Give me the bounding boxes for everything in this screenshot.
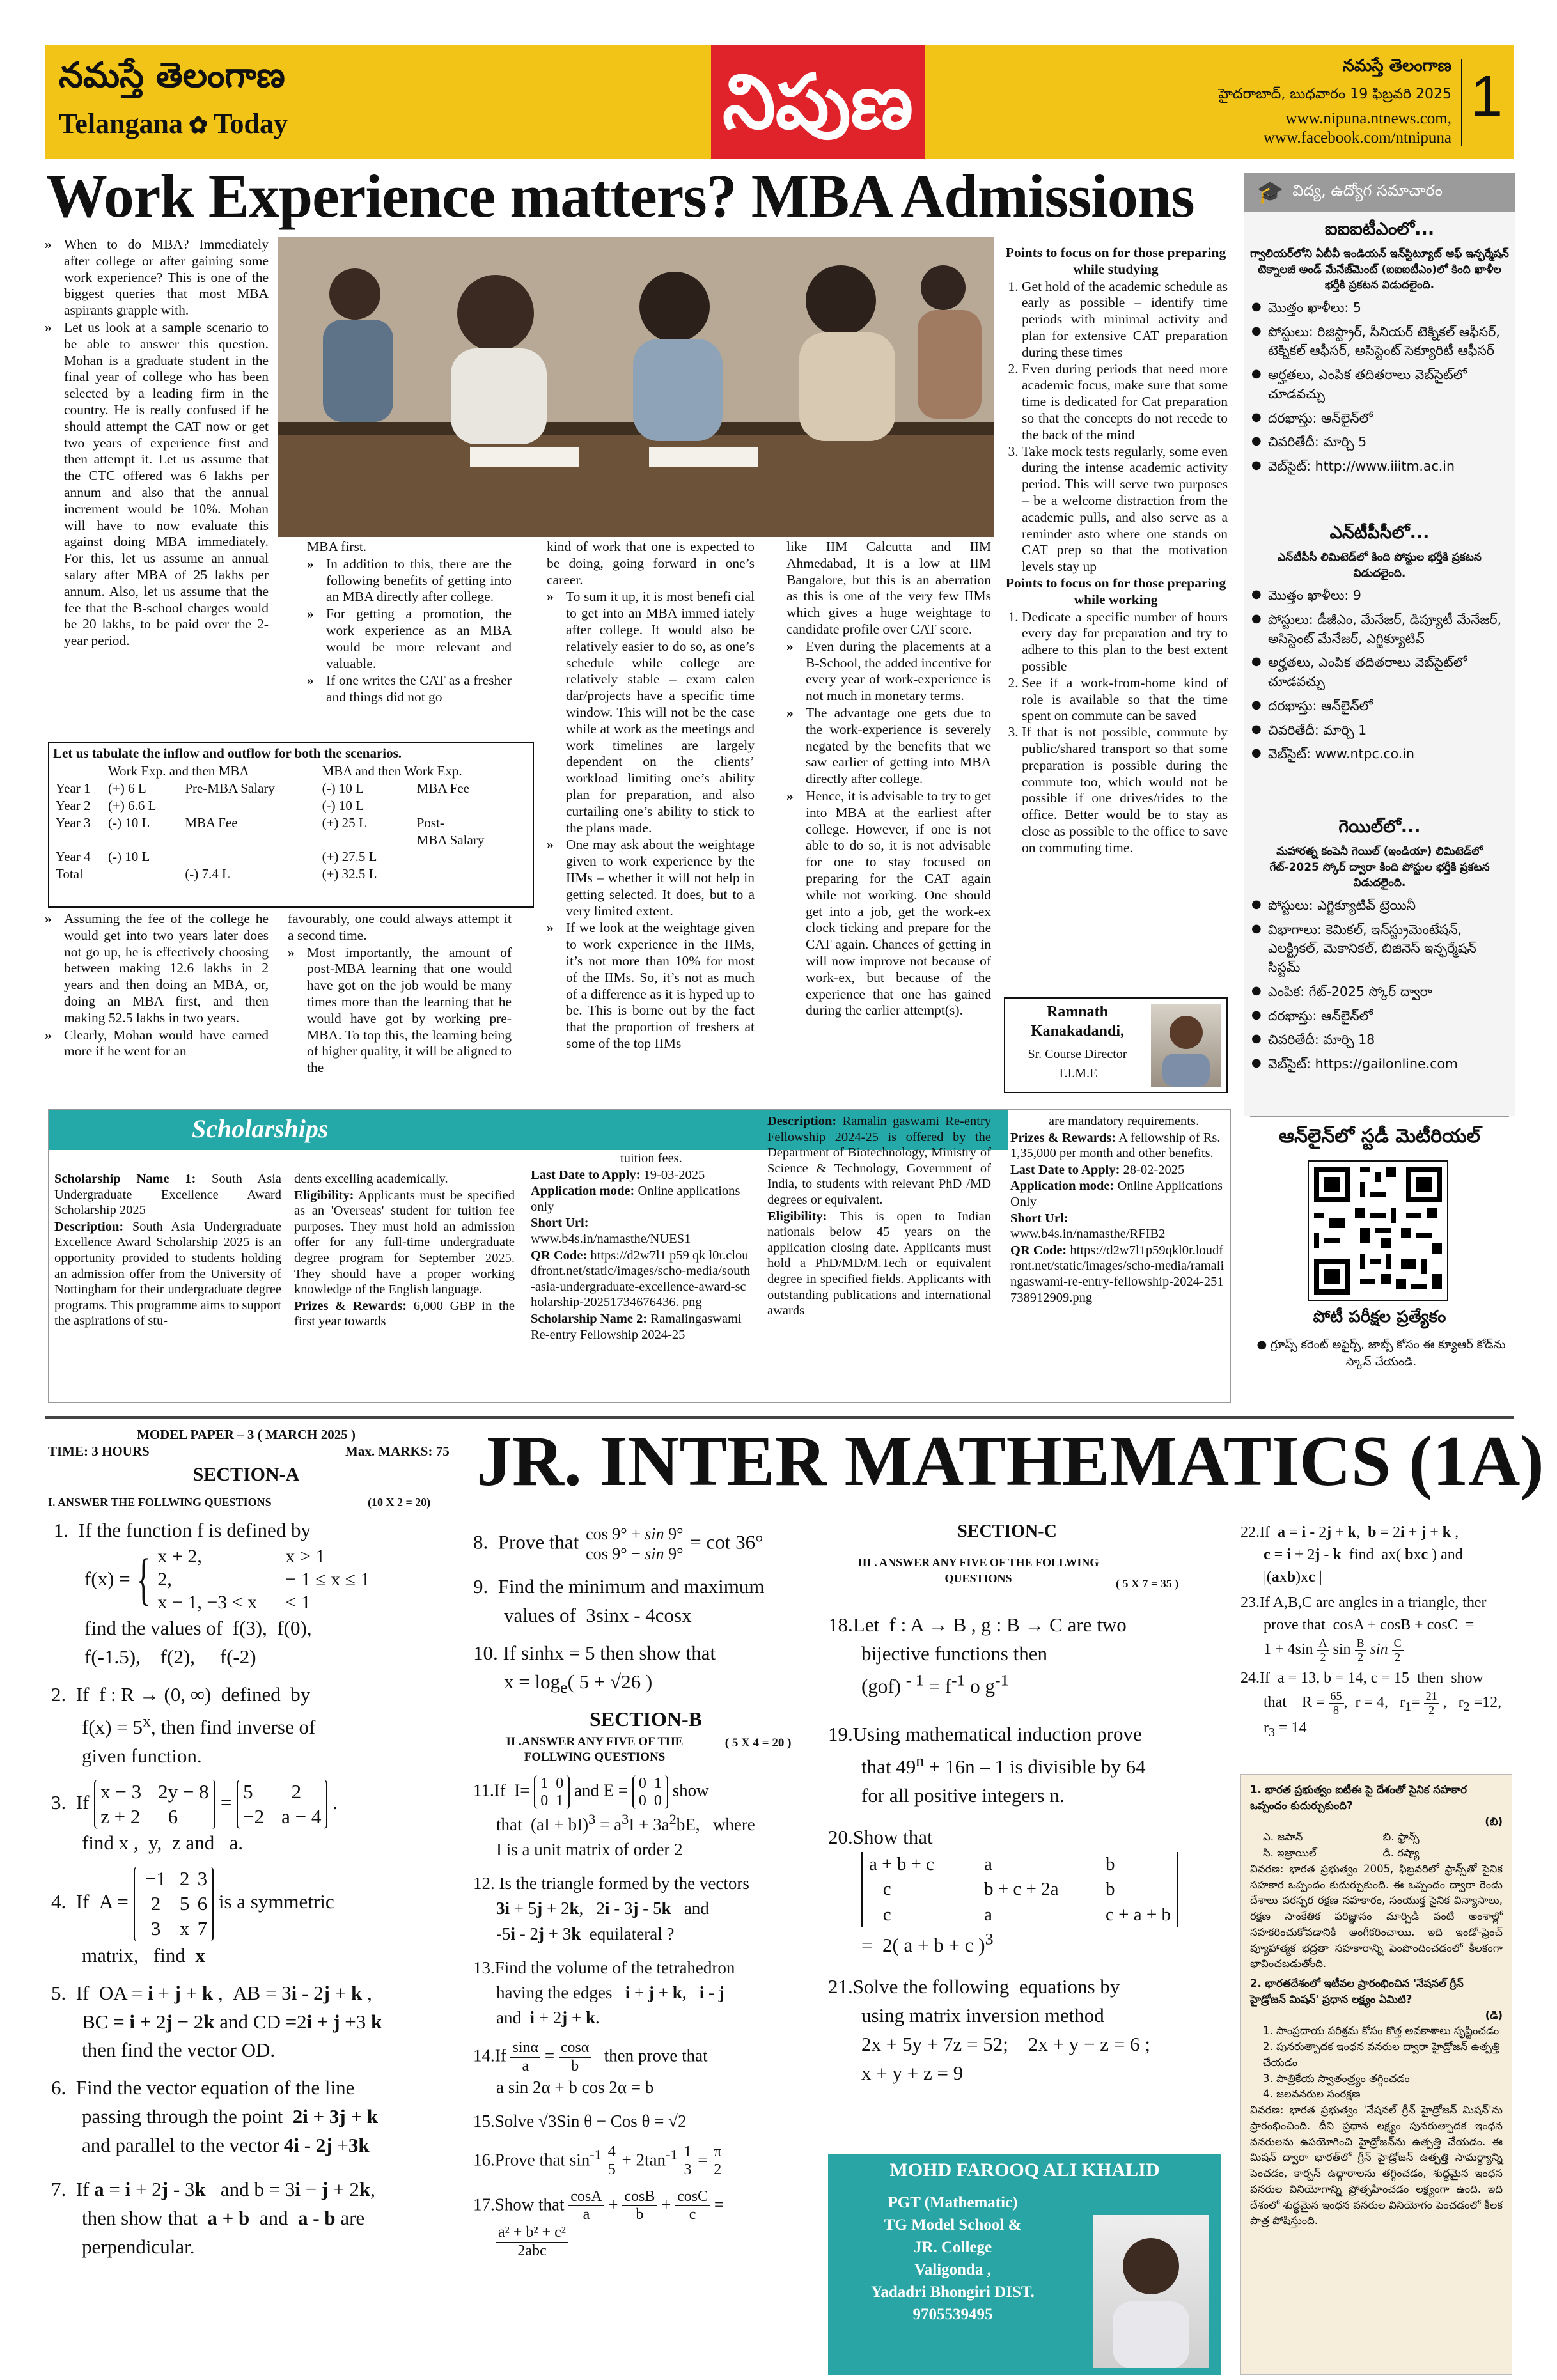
list-item: ● మొత్తం ఖాళీలు: 5 bbox=[1250, 299, 1509, 318]
gk-answer-1: (బి) bbox=[1485, 1815, 1503, 1828]
section-c-title: SECTION-C bbox=[957, 1521, 1057, 1541]
math-author-photo bbox=[1093, 2215, 1209, 2368]
sidebar-section-title: ఐఐఐటీఎంలో... bbox=[1324, 219, 1435, 239]
author-org: T.I.M.E bbox=[1057, 1066, 1098, 1080]
masthead-brand-right: నమస్తే తెలంగాణ bbox=[1342, 56, 1451, 75]
emblem-icon: ✿ bbox=[183, 113, 214, 138]
author-title: Sr. Course Director bbox=[1028, 1047, 1127, 1061]
article-col-2: MBA first. » In addition to this, there are the following benefits of getting into an MBA directly after college. » For getting a promotion, the work experience as an MBA would be more relevant and valuable. » If one writes the CAT as a fresher and things did not go bbox=[307, 539, 512, 743]
table-header-row: Work Exp. and then MBA MBA and then Work Exp. bbox=[108, 763, 462, 779]
math-big-title: JR. INTER MATHEMATICS (1A) bbox=[476, 1422, 1544, 1501]
section-b-instr: II .ANSWER ANY FIVE OF THE FOLLWING QUESTIONS bbox=[506, 1734, 684, 1764]
tips-working-heading: Points to focus on for those preparing while working bbox=[1005, 575, 1226, 607]
tips-working-list: 1. Dedicate a specific number of hours every day for preparation and try to adhere to this plan to the best extent possible 2. See if a work-from-home kind of role is available so that the time spent on commute can be saved 3. If that is not possible, commute by public/shared transport so that some preparation is possible during the commute too, which would not be possible if one drives/rides to the office. Better would be to stay as close as possible to the office to save on commuting time. bbox=[1004, 609, 1228, 857]
facebook-url[interactable]: www.facebook.com/ntnipuna bbox=[1263, 129, 1451, 146]
students-exam-photo bbox=[278, 237, 994, 537]
article-col-3: kind of work that one is expected to be doing, going forward in one’s career. » To sum it up, it is most benefi cial to get into an MBA immed iately after college. It would also be relatively easier to do so, as one’s schedule while college are relatively stable – exam calen dar/projects have a specific time window. This will not be the case while at work as the meetings and work timelines are largely dependent on the clients’ workload limiting one’s ability plan for preparation, and also curtailing one’s ability to stick to the plans made. » One may ask about the weightage given to work experience by the IIMs – whether it will not help in getting selected. It does, but to a very limited extent. » If we look at the weightage given to work experience in the IIMs, it’s not more than 10% for most of the IIMs. So, it’s not as much of a difference as it is hyped up to be. This is borne out by the fact that the proportion of freshers at some of the top IIMs bbox=[547, 539, 755, 1095]
section-c-questions: 18.Let f : A → B , g : B → C are two bijective functions then (gof) $^{- 1} = f^{-1}$ o $g^{-1}$ 19.Using mathematical induction prove that $49^n + 16n - 1$ is divisible by 64 for all positive integers n. 20.Show that a + b + c a b c b + c + 2a b c a c + a + b = 2( a + b + c )$^3$ 21.Solve the following equations by using matrix inversion method 2x + 5y + 7z = 52; 2x + y − z = 6 ; x + y + z = 9 bbox=[828, 1611, 1231, 2154]
section-a-questions: 1. If the function f is defined by f(x) = { x + 2, x > 1 2, − 1 ≤ x ≤ 1 x − 1, −3 < x < 1 find the values of f(3), f(0), f(-1.5), f(2), f(-2) 2. If f : R → (0, ∞) defined by $f(x) = 5^x$, then find inverse of given function. 3. If x − 3 2y − 8 z + 2 6 = 5 2 −2 a − 4 . find x , y, z and a. 4. If A = −1 2 3 2 5 6 3 x 7 is a symmetric matrix, find x 5. If OA = i + j + k , AB = 3i - 2j + k , BC = i + 2j − 2k and CD =2i + j +3 k then find the vector OD. 6. Find the vector equation of the line passing through the point 2i + 3j + k and parallel to the vector 4i - 2j +3k 7. If a = i + 2j - 3k and b = 3i − j + 2k, then show that a + b and a - b are perpendicular. bbox=[51, 1519, 382, 2259]
telangana-today-logo: Telangana ✿ Today bbox=[59, 108, 288, 139]
scholarship-col-5: are mandatory requirements. Prizes & Rewards: A fellowship of Rs. 1,35,000 per month and other benefits. Last Date to Apply: 28-02-2025 Application mode: Online Applications Only Short Url: www.b4s.in/namasthe/RFIB2 QR Code: https://d2w7l1p59qkl0r.loudfront.net/static/images/scho-media/ramalingaswami-re-entry-fellowship-2024-251738912909.png bbox=[1010, 1114, 1224, 1305]
gk-box bbox=[1240, 1774, 1512, 2375]
list-item: ● వెబ్‌సైట్: http://www.iiitm.ac.in bbox=[1250, 457, 1509, 476]
table-row: Year 2 (+) 6.6 L (-) 10 L bbox=[56, 797, 364, 813]
list-item: ● వెబ్‌సైట్: www.ntpc.co.in bbox=[1250, 745, 1509, 764]
sidebar-section-iiitm: ఐఐఐటీఎంలో... గ్వాలియర్‌లోని ఏబీవీ ఇండియన్ ఇన్‌స్టిట్యూట్ ఆఫ్ ఇన్ఫర్మేషన్ టెక్నాలజీ అండ్ మేనేజ్‌మెంట్ (ఐఐఐటీఎం)లో కింది ఖాళీల భర్తీకి ప్రకటన విడుదలైంది. ● మొత్తం ఖాళీలు: 5 ● పోస్టులు: రిజిస్ట్రార్, సీనియర్ టెక్నికల్ ఆఫీసర్, టెక్నికల్ ఆఫీసర్, అసిస్టెంట్ సెక్యూరిటీ ఆఫీసర్ ● అర్హతలు, ఎంపిక తదితరాలు వెబ్‌సైట్‌లో చూడవచ్చు ● దరఖాస్తు: ఆన్‌లైన్‌లో ● చివరితేదీ: మార్చి 5 ● వెబ్‌సైట్: http://www.iiitm.ac.in bbox=[1250, 214, 1509, 481]
sidebar-header: 🎓 విద్య, ఉద్యోగ సమాచారం bbox=[1244, 173, 1515, 212]
author-photo bbox=[1151, 1004, 1221, 1087]
masthead-divider bbox=[1461, 59, 1462, 146]
scholarship-col-4: Description: Ramalin gaswami Re-entry Fellowship 2024-25 is offered by the Department of Biotechnology, Ministry of Science & Technology, Government of India, to students with relevant PhD /MD degrees or equivalent. Eligibility: This is open to Indian nationals below 45 years on the application closing date. Applicants must hold a PhD/MD/M.Tech or equivalent degree in specified fields. Applicants with outstanding publications and international awards bbox=[767, 1114, 991, 1318]
sidebar-list bbox=[1250, 896, 1509, 1074]
list-item: ● చివరితేదీ: మార్చి 18 bbox=[1250, 1031, 1509, 1050]
nipuna-logo: నిపుణ bbox=[711, 45, 925, 159]
list-item: ● ఎంపిక: గేట్-2025 స్కోర్ ద్వారా bbox=[1250, 983, 1509, 1002]
inflow-outflow-table bbox=[48, 742, 534, 908]
list-item: ● అర్హతలు, ఎంపిక తదితరాలు వెబ్‌సైట్‌లో చూడవచ్చు bbox=[1250, 653, 1509, 691]
qr-code-link[interactable]: https://d2w7l1 p59 qk l0r.cloudfront.net/static/images/scho-media/south-asia-undergraduate-excellence-award-scholarship-20251734676436. png bbox=[531, 1248, 751, 1310]
section-a-title: SECTION-A bbox=[192, 1464, 300, 1485]
website-url[interactable]: www.nipuna.ntnews.com, bbox=[1285, 110, 1451, 127]
headline: Work Experience matters? MBA Admissions bbox=[46, 162, 1194, 230]
list-item: ● మొత్తం ఖాళీలు: 9 bbox=[1250, 586, 1509, 605]
list-item: ● దరఖాస్తు: ఆన్‌లైన్‌లో bbox=[1250, 409, 1509, 428]
article-col-1b: » Assuming the fee of the college he would get into two years later does not go up, he is effectively choosing between making 12.6 lakhs in 2 years and then doing an MBA, or, doing an MBA first, and then making 52.5 lakhs in two years. » Clearly, Mohan would have earned more if he went for an bbox=[45, 911, 269, 1096]
author-name: Ramnath Kanakadandi, bbox=[1030, 1004, 1125, 1039]
sidebar-list bbox=[1250, 299, 1509, 476]
tips-studying-heading: Points to focus on for those preparing while studying bbox=[1005, 245, 1226, 277]
list-item: ● దరఖాస్తు: ఆన్‌లైన్‌లో bbox=[1250, 1007, 1509, 1026]
table-row: Year 1 (+) 6 L Pre-MBA Salary (-) 10 L MBA Fee bbox=[56, 780, 470, 796]
table-row: Total (-) 7.4 L (+) 32.5 L bbox=[56, 866, 377, 882]
max-marks: Max. MARKS: 75 bbox=[345, 1443, 450, 1459]
scholarship-col-3: tuition fees. Last Date to Apply: 19-03-2025 Application mode: Online applications only Short Url: www.b4s.in/namasthe/NUES1 QR Code: https://d2w7l1 p59 qk l0r.cloudfront.net/static/images/scho-media/south-asia-undergraduate-excellence-award-scholarship-20251734676436. png Scholarship Name 2: Ramalingaswami Re-entry Fellowship 2024-25 bbox=[531, 1151, 751, 1342]
list-item: ● చివరితేదీ: మార్చి 1 bbox=[1250, 721, 1509, 740]
classroom-illustration bbox=[278, 237, 994, 537]
gk-explanation-2: వివరణ: భారత ప్రభుత్వం 'నేషనల్ గ్రీన్ హైడ్రోజన్ మిషన్'ను ప్రారంభించింది. దీని ప్రధాన లక్ష్యం పునరుత్పాదక ఇంధన వనరులను ఉపయోగించి హైడ్రోజన్‌ను ఉత్పత్తి చేయడం. ఈ మిషన్ ద్వారా భారత్‌లో గ్రీన్ హైడ్రోజన్ ఉత్పత్తి సామర్థ్యాన్ని పెంచడం, కార్బన్ ఉద్గారాలను తగ్గించడం, శుద్ధమైన ఇంధన వనరుల వినియోగాన్ని ప్రోత్సహించడం లక్ష్యంగా ఉంది. ఇది దేశంలో శుద్ధమైన ఇంధన వనరుల వినియోగం పెంచడంలో కీలక పాత్ర పోషిస్తుంది. bbox=[1250, 2104, 1503, 2227]
qr-pattern bbox=[1309, 1162, 1447, 1300]
gk-question-1: 1. భారత ప్రభుత్వం ఐటీఈ పై దేశంతో సైనిక సహకార ఒప్పందం కుదుర్చుకుంది? bbox=[1250, 1784, 1467, 1812]
list-item: ● పోస్టులు: డీజీఎం, మేనేజర్, డిప్యూటీ మేనేజర్, అసిస్టెంట్ మేనేజర్, ఎగ్జిక్యూటివ్ bbox=[1250, 611, 1509, 648]
article-col-4: like IIM Calcutta and IIM Ahmedabad, It is a low at IIM Bangalore, but this is an aberration as this is one of the very few IIMs which gives a huge weightage to candidate profile over CAT score. » Even during the placements at a B-School, the added incentive for every year of work-experience is not much in monetary terms. » The advantage one gets due to the work-experience is severely negated by the benefits that we saw earlier of getting into MBA directly after college. » Hence, it is advisable to try to get into MBA at the earliest after college. However, if one is not able to do so, it is not advisable for one to stay focused on preparing for the CAT again while not working. One should get into a job, get the work-ex clock ticking and prepare for the CAT again. Chances of getting in will now improve not because of work-ex, but because of the experience that one has gained during the earlier attempt(s). bbox=[786, 539, 991, 1095]
section-a-marks: (10 X 2 = 20) bbox=[368, 1496, 431, 1509]
sidebar-section-gail: గెయిల్‌లో... మహారత్న కంపెనీ గెయిల్ (ఇండియా) లిమిటెడ్‌లో గేట్-2025 స్కోర్ ద్వారా కింది పోస్టుల భర్తీకి ప్రకటన విడుదలైంది. ● పోస్టులు: ఎగ్జిక్యూటివ్ ట్రెయినీ ● విభాగాలు: కెమికల్, ఇన్‌స్ట్రుమెంటేషన్, ఎలక్ట్రికల్, మెకానికల్, బిజినెస్ ఇన్ఫర్మేషన్ సిస్టమ్ ● ఎంపిక: గేట్-2025 స్కోర్ ద్వారా ● దరఖాస్తు: ఆన్‌లైన్‌లో ● చివరితేదీ: మార్చి 18 ● వెబ్‌సైట్: https://gailonline.com bbox=[1250, 812, 1509, 1079]
sidebar-online-divider bbox=[1250, 1116, 1509, 1117]
gk-options-2: 1. సాంప్రదాయ పరిశ్రమ కోసం కొత్త అవకాశాలు సృష్టించడం 2. పునరుత్పాదక ఇంధన వనరుల ద్వారా హైడ్రోజన్ ఉత్పత్తి చేయడం 3. పాత్రికేయ స్వాతంత్ర్యం తగ్గించడం 4. జలవనరుల సంరక్షణ bbox=[1263, 2025, 1500, 2101]
sidebar-section-title: గెయిల్‌లో... bbox=[1338, 817, 1421, 837]
list-item: ● వెబ్‌సైట్: https://gailonline.com bbox=[1250, 1055, 1509, 1074]
gk-options-1: ఎ. జపాన్ బి. ఫ్రాన్స్ సి. ఇజ్రాయిల్ డి. రష్యా bbox=[1263, 1831, 1420, 1859]
list-item: ● పోస్టులు: ఎగ్జిక్యూటివ్ ట్రెయినీ bbox=[1250, 896, 1509, 915]
section-b-marks: ( 5 X 4 = 20 ) bbox=[724, 1736, 792, 1750]
article-col-1: » When to do MBA? Immediately after college or after gaining some work experience? This is one of the biggest queries that most MBA aspirants grapple with. » Let us look at a sample scenario to be able to answer this question. Mohan is a graduate student in the final year of college who has been selected by a leading firm in the country. He is really confused if he should attempt the CAT now or get two years of experience first and then attempt it. Let us assume that the CTC offered was 6 lakhs per annum and also that the annual increment would be 10%. Mohan will have to now evaluate this against doing MBA immediately. For this, let us assume an annual salary after MBA of 25 lakhs per annum. Also, let us assume that the fee that the B-school charges would be 20 lakhs, to be paid over the 2-year period. bbox=[45, 237, 269, 742]
online-caption: పోటీ పరీక్షల ప్రత్యేకం bbox=[1313, 1307, 1446, 1326]
section-c-marks: ( 5 X 7 = 35 ) bbox=[1116, 1577, 1179, 1590]
list-item: ● చివరితేదీ: మార్చి 5 bbox=[1250, 433, 1509, 452]
masthead-telugu-logo: నమస్తే తెలంగాణ bbox=[59, 55, 285, 95]
sidebar-section-title: ఎన్‌టీపీసీలో... bbox=[1329, 523, 1430, 543]
list-item: ● విభాగాలు: కెమికల్, ఇన్‌స్ట్రుమెంటేషన్, ఎలక్ట్రికల్, మెకానికల్, బిజినెస్ ఇన్ఫర్మేషన్ సిస్టమ్ bbox=[1250, 921, 1509, 977]
model-paper-title: MODEL PAPER – 3 ( MARCH 2025 ) bbox=[137, 1427, 356, 1442]
qr-code-icon[interactable] bbox=[1308, 1160, 1448, 1301]
scholarship-col-1: Scholarship Name 1: South Asia Undergraduate Excellence Award Scholarship 2025 Description: South Asia Undergraduate Excellence Award Scholarship 2025 is an opportunity provided to students holding an admission offer from the University of Nottingham for their undergraduate degree programs. This programme aims to support the aspirations of stu- bbox=[54, 1172, 281, 1328]
online-note: ● గ్రూప్స్ కరెంట్ అఫైర్స్, జాబ్స్ కోసం ఈ క్యూఆర్ కోడ్‌ను స్కాన్ చేయండి. bbox=[1256, 1338, 1506, 1369]
tips-studying-list: 1. Get hold of the academic schedule as early as possible – identify time periods with minimal activity and plan for extensive CAT preparation during these times 2. Even during periods that need more academic focus, make sure that some time is dedicated for Cat preparation so that the concepts do not recede to the back of the mind 3. Take mock tests regularly, some even during the intense academic activity period. This will serve two purposes – be a welcome distraction from the academic pulls, and also serve as a reminder asto where one stands on CAT prep so that the motivation levels stay up bbox=[1004, 279, 1228, 575]
section-a-instr: I. ANSWER THE FOLLWING QUESTIONS bbox=[48, 1496, 272, 1509]
table-row: Year 3 (-) 10 L MBA Fee (+) 25 L Post- bbox=[56, 814, 444, 830]
graduation-cap-icon: 🎓 bbox=[1256, 180, 1284, 205]
short-url-link[interactable]: www.b4s.in/namasthe/RFIB2 bbox=[1010, 1227, 1166, 1241]
section-b-title: SECTION-B bbox=[589, 1707, 703, 1731]
scholarship-col-2: dents excelling academically. Eligibility: Applicants must be specified as an 'Overseas' student for tuition fee purposes. They must hold an admission offer for any full-time undergraduate degree program for September 2025. They should have a proper working knowledge of the English language. Prizes & Rewards: 6,000 GBP in the first year towards bbox=[294, 1172, 515, 1329]
date-line: హైదరాబాద్, బుధవారం 19 ఫిబ్రవరి 2025 bbox=[1218, 86, 1451, 102]
table-row: MBA Salary bbox=[416, 832, 485, 848]
math-author-avatar bbox=[1093, 2215, 1209, 2368]
page-number: 1 bbox=[1470, 65, 1503, 128]
online-study-title: ఆన్‌లైన్‌లో స్టడీ మెటీరియల్ bbox=[1279, 1125, 1480, 1147]
section-divider bbox=[45, 1416, 1514, 1419]
gk-question-2: 2. భారతదేశంలో ఇటీవల ప్రారంభించిన 'నేషనల్ గ్రీన్ హైడ్రోజన్ మిషన్' ప్రధాన లక్ష్యం ఏమిటి? bbox=[1250, 1977, 1464, 2005]
flow-table bbox=[53, 763, 529, 883]
table-row: Year 4 (-) 10 L (+) 27.5 L bbox=[56, 849, 377, 865]
sidebar-section-ntpc: ఎన్‌టీపీసీలో... ఎన్‌టీపీసీ లిమిటెడ్‌లో కింది పోస్టుల భర్తీకి ప్రకటన విడుదలైంది. ● మొత్తం ఖాళీలు: 9 ● పోస్టులు: డీజీఎం, మేనేజర్, డిప్యూటీ మేనేజర్, అసిస్టెంట్ మేనేజర్, ఎగ్జిక్యూటివ్ ● అర్హతలు, ఎంపిక తదితరాలు వెబ్‌సైట్‌లో చూడవచ్చు ● దరఖాస్తు: ఆన్‌లైన్‌లో ● చివరితేదీ: మార్చి 1 ● వెబ్‌సైట్: www.ntpc.co.in bbox=[1250, 518, 1509, 769]
table-title: Let us tabulate the inflow and outflow for both the scenarios. bbox=[53, 745, 402, 761]
tips-column bbox=[1004, 245, 1228, 999]
short-url-link[interactable]: www.b4s.in/namasthe/NUES1 bbox=[531, 1231, 691, 1246]
article-col-2b: favourably, one could always attempt it a second time. » Most importantly, the amount of post-MBA learning that one would have got on the job would be many times more than the learning that he would have got by working pre-MBA. To top this, the learning being of higher quality, it will be aligned to the bbox=[288, 911, 512, 1096]
sidebar-list bbox=[1250, 586, 1509, 764]
list-item: ● దరఖాస్తు: ఆన్‌లైన్‌లో bbox=[1250, 697, 1509, 716]
math-author-name: MOHD FAROOQ ALI KHALID bbox=[889, 2159, 1160, 2181]
list-item: ● అర్హతలు, ఎంపిక తదితరాలు వెబ్‌సైట్‌లో చూడవచ్చు bbox=[1250, 366, 1509, 403]
list-item: ● పోస్టులు: రిజిస్ట్రార్, సీనియర్ టెక్నికల్ ఆఫీసర్, టెక్నికల్ ఆఫీసర్, అసిస్టెంట్ సెక్యూరిటీ ఆఫీసర్ bbox=[1250, 323, 1509, 361]
section-a-questions-continued: 8. Prove that $\frac{\cos 9^\circ + \sin 9^\circ}{\cos 9^\circ - \sin 9^\circ}$ = cot 36° 9. Find the minimum and maximum values of 3sinx - 4cosx 10. If sinhx = 5 then show that $x = \log_e$( 5 + √26 ) SECTION-B II .ANSWER ANY FIVE OF THE FOLLWING QUESTIONS $^{( 5 X 4 = 20 )}$ 11.If I= 1 0 0 1 and E = 0 1 0 0 show that $(aI + bI)^3 = a^3I + 3a^2bE$, where I is a unit matrix of order 2 12. Is the triangle formed by the vectors 3i + 5j + 2k, 2i - 3j - 5k and -5i - 2j + 3k equilateral ? 13.Find the volume of the tetrahedron having the edges i + j + k, i - j and i + 2j + k. 14.If $\frac{\sin\alpha}{a}$ = $\frac{\cos\alpha}{b}$ then prove that a sin 2α + b cos 2α = b 15.Solve √3Sin θ − Cos θ = √2 16.Prove that $\sin^{-1}$ $\frac{4}{5}$ + $2\tan^{-1}$ $\frac{1}{3}$ = $\frac{\pi}{2}$ 17.Show that $\frac{\cos A}{a}$ + $\frac{\cos B}{b}$ + $\frac{\cos C}{c}$ = $\frac{\text{a² + b² + c²}}{\text{2abc}}$ bbox=[473, 1525, 818, 2368]
qr-code-link[interactable]: https://d2w7l1p59qkl0r.loudfront.net/static/images/scho-media/ramalingaswami-re-entry-fellowship-2024-251738912909.png bbox=[1010, 1243, 1224, 1305]
math-author-details: PGT (Mathematic) TG Model School & JR. College Valigonda , Yadadri Bhongiri DIST. 9705539495 bbox=[871, 2194, 1035, 2323]
exam-time: TIME: 3 HOURS bbox=[48, 1443, 150, 1459]
scholarships-title: Scholarships bbox=[192, 1114, 329, 1143]
section-c-instr: III . ANSWER ANY FIVE OF THE FOLLWING QUESTIONS bbox=[857, 1556, 1099, 1585]
gk-explanation-1: వివరణ: భారత ప్రభుత్వం 2005, ఫిబ్రవరిలో ఫ్రాన్స్‌తో సైనిక సహకార ఒప్పందం కుదుర్చుకుంది. ఈ ఒప్పందం ద్వారా రెండు దేశాలు పరస్పర రక్షణ సహకారం, సంయుక్త సైనిక విన్యాసాలు, రక్షణ సాంకేతిక పరిజ్ఞానం మార్పిడి వంటి అంశాల్లో సహకరించుకోవడానికి అంగీకరించాయి. ఇది ఇండో-ఫ్రెంచ్ వ్యూహాత్మక భద్రతా సహకారాన్ని పెంపొందించడంలో కీలకంగా భావించబడుతోంది. bbox=[1250, 1862, 1503, 1970]
gk-answer-2: (డి) bbox=[1485, 2009, 1503, 2021]
author-avatar bbox=[1151, 1004, 1221, 1087]
section-c-questions-continued: 22.If a = i - 2j + k, b = 2i + j + k , c = i + 2j - k find ax( bxc ) and |(axb)xc | 23.If A,B,C are angles in a triangle, ther prove that cosA + cosB + cosC = 1 + 4sin $\frac{A}{2}$ sin $\frac{B}{2}$ sin $\frac{C}{2}$ 24.If a = 13, b = 14, c = 15 then show that R = $\frac{65}{8}$ , r = 4, $r_1=$ $\frac{21}{2}$ , $r_2 =12$, $r_3 = 14$ bbox=[1240, 1524, 1502, 1739]
